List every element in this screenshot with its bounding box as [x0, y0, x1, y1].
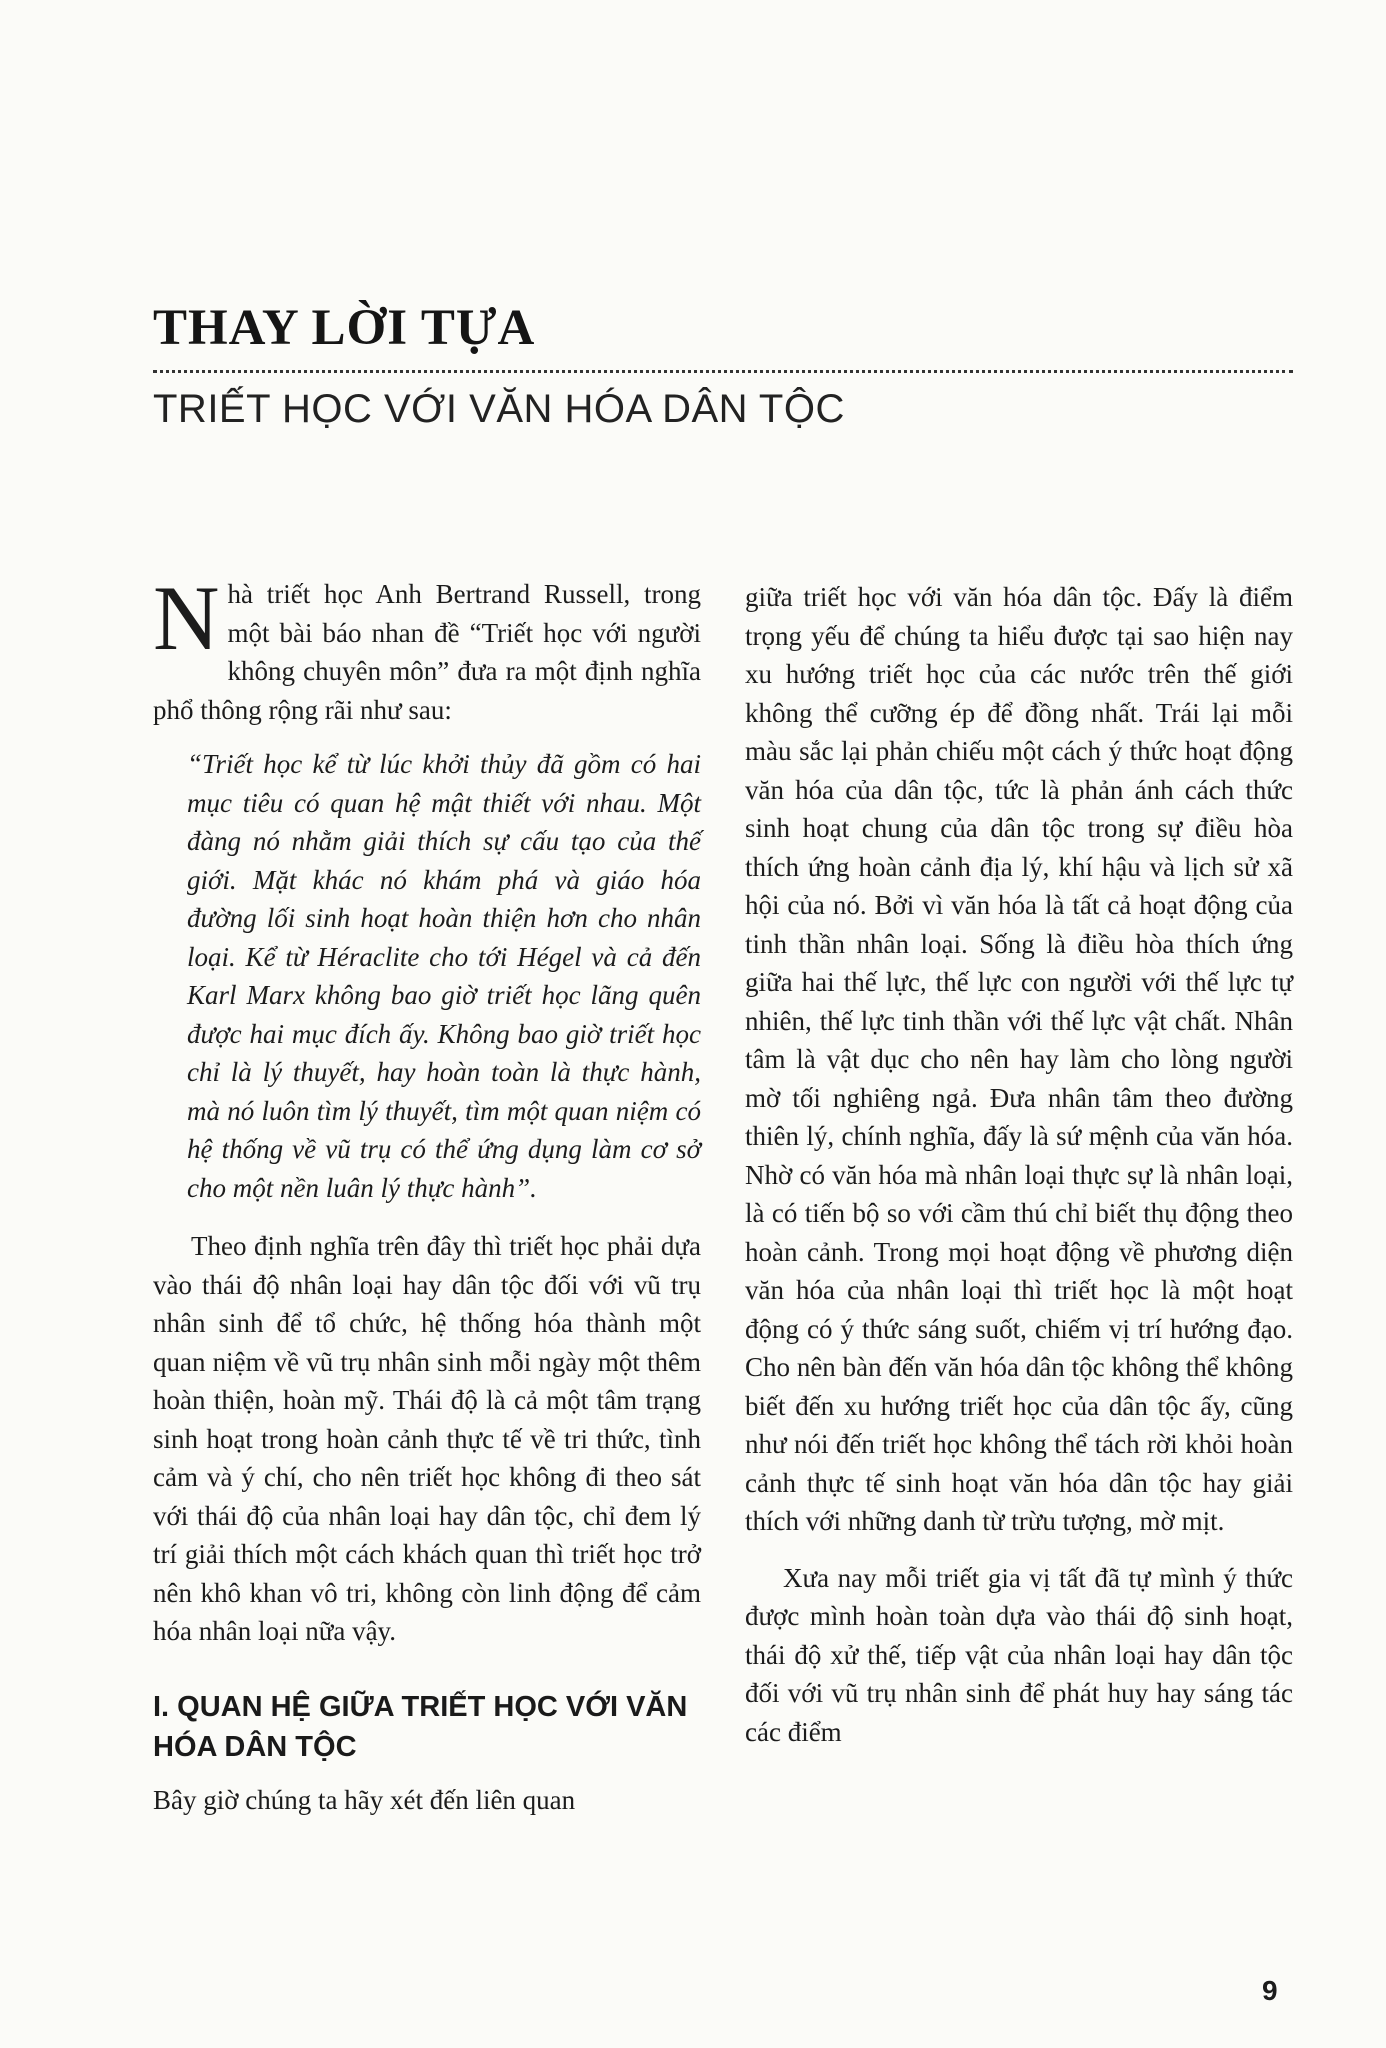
- intro-text: hà triết học Anh Bertrand Russell, trong một bài báo nhan đề “Triết học với người không chuyên môn” đưa ra một định nghĩa phổ thông rộng rãi như sau:: [153, 579, 701, 725]
- body-paragraph: Theo định nghĩa trên đây thì triết học phải dựa vào thái độ nhân loại hay dân tộc đối với vũ trụ nhân sinh để tổ chức, hệ thống hóa thành một quan niệm về vũ trụ nhân sinh mỗi ngày một thêm hoàn thiện, hoàn mỹ. Thái độ là cả một tâm trạng sinh hoạt trong hoàn cảnh thực tế về tri thức, tình cảm và ý chí, cho nên triết học không đi theo sát với thái độ của nhân loại hay dân tộc, chỉ đem lý trí giải thích một cách khách quan thì triết học trở nên khô khan vô tri, không còn linh động để cảm hóa nhân loại nữa vậy.: [153, 1231, 701, 1646]
- intro-paragraph: [153, 567, 701, 729]
- page-subtitle: TRIẾT HỌC VỚI VĂN HÓA DÂN TỘC: [153, 387, 845, 432]
- page-title: THAY LỜI TỰA: [153, 300, 536, 356]
- russell-quote: “Triết học kể từ lúc khởi thủy đã gồm có hai mục tiêu có quan hệ mật thiết với nhau. Một đàng nó nhằm giải thích sự cấu tạo của thế giới. Mặt khác nó khám phá và giáo hóa đường lối sinh hoạt hoàn thiện hơn cho nhân loại. Kể từ Héraclite cho tới Hégel và cả đến Karl Marx không bao giờ triết học lãng quên được hai mục đích ấy. Không bao giờ triết học chỉ là lý thuyết, hay hoàn toàn là thực hành, mà nó luôn tìm lý thuyết, tìm một quan niệm có hệ thống về vũ trụ có thể ứng dụng làm cơ sở cho một nền luân lý thực hành”.: [187, 749, 701, 1203]
- dotted-divider: [153, 370, 1293, 373]
- right-column: [745, 578, 1293, 1751]
- body-paragraph: Bây giờ chúng ta hãy xét đến liên quan: [153, 1784, 576, 1815]
- drop-cap: N: [153, 567, 220, 669]
- page-number: 9: [1262, 1975, 1278, 2006]
- body-paragraph: giữa triết học với văn hóa dân tộc. Đấy là điểm trọng yếu để chúng ta hiểu được tại sao hiện nay xu hướng triết học của các nước trên thế giới không thể cưỡng ép để đồng nhất. Trái lại mỗi màu sắc lại phản chiếu một cách ý thức hoạt động văn hóa của dân tộc, tức là phản ánh cách thức sinh hoạt chung của dân tộc trong sự điều hòa thích ứng hoàn cảnh địa lý, khí hậu và lịch sử xã hội của nó. Bởi vì văn hóa là tất cả hoạt động của tinh thần nhân loại. Sống là điều hòa thích ứng giữa hai thế lực, thế lực con người với thế lực tự nhiên, thế lực tinh thần với thế lực vật chất. Nhân tâm là vật dục cho nên hay làm cho lòng người mờ tối nghiêng ngả. Đưa nhân tâm theo đường thiên lý, chính nghĩa, đấy là sứ mệnh của văn hóa. Nhờ có văn hóa mà nhân loại thực sự là nhân loại, là có tiến bộ so với cầm thú chỉ biết thụ động theo hoàn cảnh. Trong mọi hoạt động về phương diện văn hóa của nhân loại thì triết học là một hoạt động có ý thức sáng suốt, chiếm vị trí hướng đạo. Cho nên bàn đến văn hóa dân tộc không thể không biết đến xu hướng triết học của dân tộc ấy, cũng như nói đến triết học không thể tách rời khỏi hoàn cảnh thực tế sinh hoạt văn hóa dân tộc hay giải thích với những danh từ trừu tượng, mờ mịt.: [745, 582, 1293, 1536]
- body-paragraph: Xưa nay mỗi triết gia vị tất đã tự mình ý thức được mình hoàn toàn dựa vào thái độ sinh hoạt, thái độ xử thế, tiếp vật của nhân loại hay dân tộc đối với vũ trụ nhân sinh để phát huy hay sáng tác các điểm: [745, 1562, 1293, 1747]
- section-heading: I. QUAN HỆ GIỮA TRIẾT HỌC VỚI VĂN HÓA DÂN TỘC: [153, 1690, 688, 1763]
- page-heading: [153, 300, 1293, 432]
- left-column: [153, 567, 701, 1819]
